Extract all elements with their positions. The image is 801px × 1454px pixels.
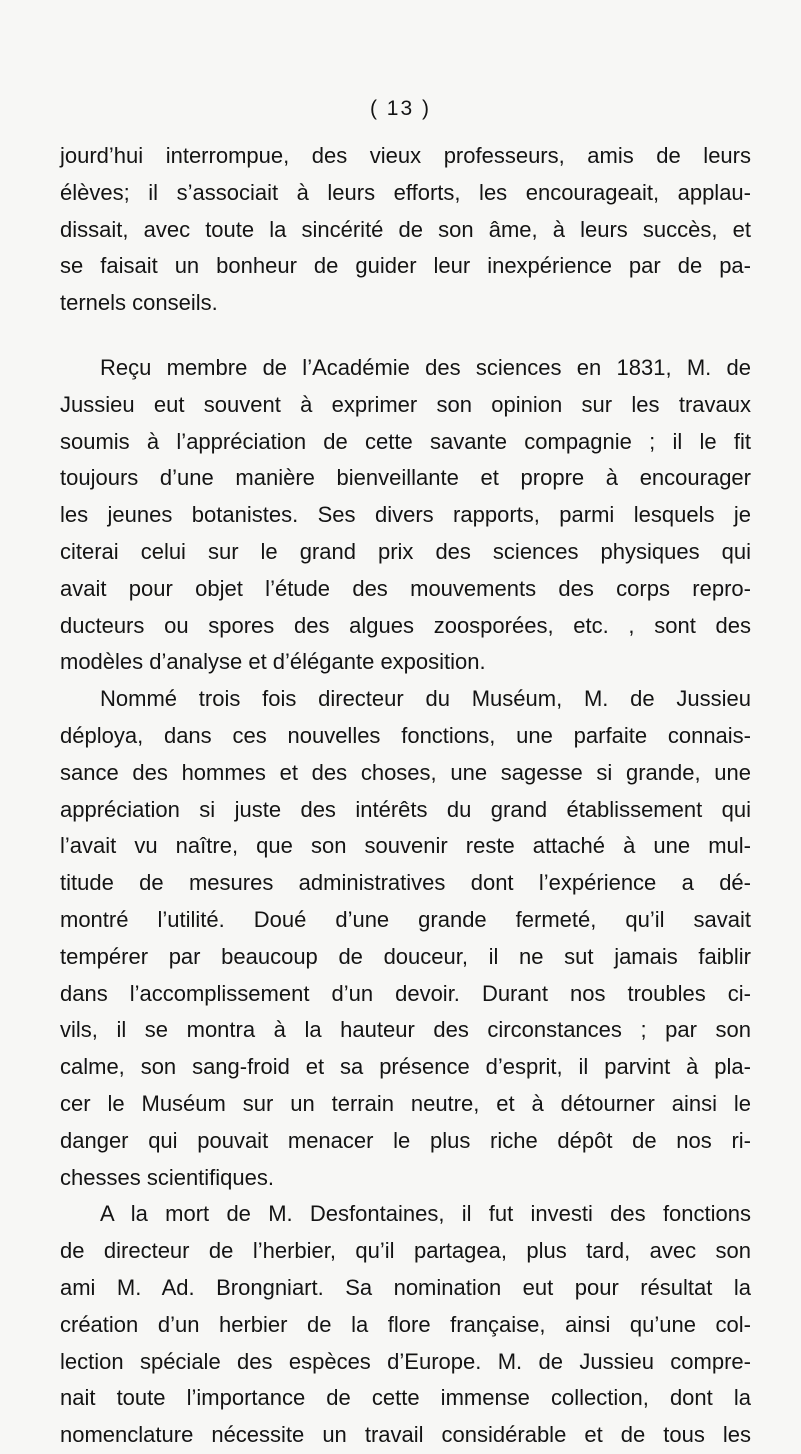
paragraph-museum [60, 681, 751, 1196]
text-line: toujours d’une manière bienveillante et propre à encourager [60, 465, 751, 491]
text-line: danger qui pouvait menacer le plus riche dépôt de nos ri- [60, 1127, 751, 1153]
text-line: appréciation si juste des intérêts du grand établissement qui [60, 796, 751, 822]
text-line: se faisait un bonheur de guider leur inexpérience par de pa- [60, 253, 751, 279]
text-line: A la mort de M. Desfontaines, il fut investi des fonctions [100, 1201, 751, 1227]
text-line: création d’un herbier de la flore française, ainsi qu’une col- [60, 1311, 751, 1337]
text-line: jourd’hui interrompue, des vieux professeurs, amis de leurs [60, 143, 751, 168]
paragraph-continuation [60, 138, 751, 322]
text-line: Jussieu eut souvent à exprimer son opinion sur les travaux [60, 391, 751, 417]
text-line: élèves; il s’associait à leurs efforts, les encourageait, applau- [60, 179, 751, 205]
text-line: dans l’accomplissement d’un devoir. Durant nos troubles ci- [60, 980, 751, 1006]
text-line: tempérer par beaucoup de douceur, il ne sut jamais faiblir [60, 943, 751, 969]
text-line: cer le Muséum sur un terrain neutre, et à détourner ainsi le [60, 1090, 751, 1116]
text-line: montré l’utilité. Doué d’une grande fermeté, qu’il savait [60, 906, 751, 932]
text-line: nomenclature nécessite un travail considérable et de tous les [60, 1422, 751, 1448]
text-line: avait pour objet l’étude des mouvements des corps repro- [60, 575, 751, 601]
page-number: ( 13 ) [369, 97, 431, 120]
text-line: dissait, avec toute la sincérité de son âme, à leurs succès, et [60, 216, 751, 242]
text-line: modèles d’analyse et d’élégante exposition. [60, 649, 486, 675]
text-line: Reçu membre de l’Académie des sciences en 1831, M. de [100, 354, 751, 380]
text-line: lection spéciale des espèces d’Europe. M. de Jussieu compre- [60, 1348, 751, 1374]
text-line: titude de mesures administratives dont l’expérience a dé- [60, 870, 751, 896]
text-line: sance des hommes et des choses, une sagesse si grande, une [60, 759, 751, 785]
text-line: l’avait vu naître, que son souvenir reste attaché à une mul- [60, 833, 751, 859]
text-line: les jeunes botanistes. Ses divers rapports, parmi lesquels je [60, 502, 751, 528]
body-text [60, 138, 751, 1454]
paragraph-herbarium [60, 1196, 751, 1454]
text-line: nait toute l’importance de cette immense collection, dont la [60, 1385, 751, 1411]
text-line: déploya, dans ces nouvelles fonctions, une parfaite connais- [60, 722, 751, 748]
text-line: citerai celui sur le grand prix des sciences physiques qui [60, 538, 751, 564]
text-line: Nommé trois fois directeur du Muséum, M. de Jussieu [100, 686, 751, 712]
text-line: ducteurs ou spores des algues zoosporées, etc. , sont des [60, 612, 751, 638]
paragraph-academy [60, 350, 751, 681]
text-line: ami M. Ad. Brongniart. Sa nomination eut pour résultat la [60, 1274, 751, 1300]
text-line: vils, il se montra à la hauteur des circonstances ; par son [60, 1017, 751, 1043]
text-line: de directeur de l’herbier, qu’il partagea, plus tard, avec son [60, 1238, 751, 1264]
text-line: soumis à l’appréciation de cette savante compagnie ; il le fit [60, 428, 751, 454]
paragraph-spacer [60, 322, 751, 350]
text-line: chesses scientifiques. [60, 1164, 274, 1190]
text-line: ternels conseils. [60, 290, 218, 316]
text-line: calme, son sang-froid et sa présence d’esprit, il parvint à pla- [60, 1054, 751, 1080]
